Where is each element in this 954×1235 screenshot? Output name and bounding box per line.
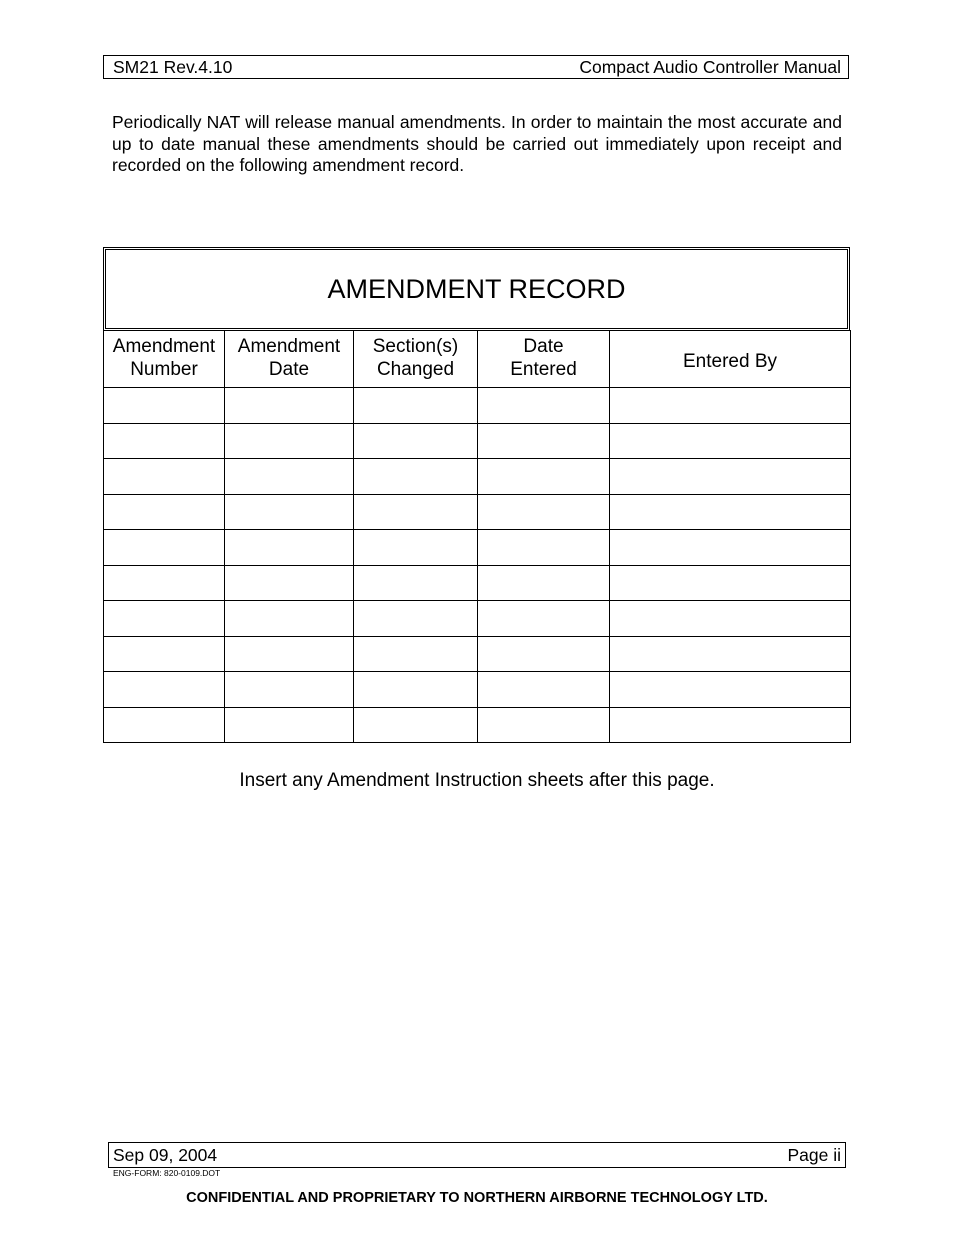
amendment-record bbox=[103, 247, 850, 743]
footer-date: Sep 09, 2004 bbox=[113, 1144, 218, 1165]
table-cell[interactable] bbox=[354, 388, 478, 424]
table-cell[interactable] bbox=[610, 636, 851, 672]
table-cell[interactable] bbox=[225, 672, 354, 708]
manual-title: Compact Audio Controller Manual bbox=[579, 56, 841, 77]
table-cell[interactable] bbox=[104, 494, 225, 530]
table-cell[interactable] bbox=[610, 459, 851, 495]
table-cell[interactable] bbox=[610, 494, 851, 530]
table-cell[interactable] bbox=[354, 494, 478, 530]
page-header bbox=[103, 55, 849, 79]
table-cell[interactable] bbox=[610, 707, 851, 743]
column-header-amendment-number: Amendment Number bbox=[104, 331, 225, 388]
table-cell[interactable] bbox=[104, 388, 225, 424]
amendment-table bbox=[103, 330, 851, 743]
table-cell[interactable] bbox=[225, 459, 354, 495]
table-cell[interactable] bbox=[354, 707, 478, 743]
confidential-notice: CONFIDENTIAL AND PROPRIETARY TO NORTHERN AIRBORNE TECHNOLOGY LTD. bbox=[186, 1190, 768, 1206]
table-cell[interactable] bbox=[354, 423, 478, 459]
table-cell[interactable] bbox=[610, 565, 851, 601]
table-cell[interactable] bbox=[610, 601, 851, 637]
table-row bbox=[104, 565, 851, 601]
table-cell[interactable] bbox=[225, 423, 354, 459]
table-cell[interactable] bbox=[478, 423, 610, 459]
table-cell[interactable] bbox=[478, 494, 610, 530]
page-number: Page ii bbox=[787, 1144, 841, 1165]
table-cell[interactable] bbox=[354, 565, 478, 601]
column-header-entered-by: Entered By bbox=[610, 331, 851, 388]
table-cell[interactable] bbox=[104, 601, 225, 637]
column-header-sections-changed: Section(s) Changed bbox=[354, 331, 478, 388]
table-row bbox=[104, 601, 851, 637]
document-id: SM21 Rev.4.10 bbox=[113, 56, 233, 77]
table-cell[interactable] bbox=[610, 388, 851, 424]
column-header-date-entered: Date Entered bbox=[478, 331, 610, 388]
table-row bbox=[104, 530, 851, 566]
table-cell[interactable] bbox=[478, 601, 610, 637]
table-cell[interactable] bbox=[354, 636, 478, 672]
table-cell[interactable] bbox=[354, 601, 478, 637]
amendment-record-title: AMENDMENT RECORD bbox=[103, 247, 850, 331]
table-cell[interactable] bbox=[104, 565, 225, 601]
table-cell[interactable] bbox=[354, 672, 478, 708]
page-footer bbox=[108, 1142, 846, 1168]
table-cell[interactable] bbox=[225, 636, 354, 672]
amendment-table-header bbox=[104, 331, 851, 388]
table-cell[interactable] bbox=[225, 388, 354, 424]
intro-paragraph: Periodically NAT will release manual amendments. In order to maintain the most accurate and up to date manual these amendments should be carried out immediately upon receipt and recorded on the following amendment record. bbox=[112, 112, 842, 175]
table-cell[interactable] bbox=[478, 636, 610, 672]
table-row bbox=[104, 388, 851, 424]
table-row bbox=[104, 494, 851, 530]
table-cell[interactable] bbox=[610, 672, 851, 708]
table-row bbox=[104, 459, 851, 495]
table-cell[interactable] bbox=[225, 530, 354, 566]
table-cell[interactable] bbox=[104, 459, 225, 495]
table-cell[interactable] bbox=[104, 636, 225, 672]
insert-instruction-note: Insert any Amendment Instruction sheets after this page. bbox=[239, 770, 715, 791]
form-code: ENG-FORM: 820-0109.DOT bbox=[113, 1168, 221, 1178]
table-cell[interactable] bbox=[104, 530, 225, 566]
table-cell[interactable] bbox=[225, 601, 354, 637]
table-row bbox=[104, 672, 851, 708]
table-cell[interactable] bbox=[104, 672, 225, 708]
table-cell[interactable] bbox=[354, 459, 478, 495]
table-row bbox=[104, 636, 851, 672]
table-cell[interactable] bbox=[478, 672, 610, 708]
table-cell[interactable] bbox=[225, 707, 354, 743]
table-cell[interactable] bbox=[610, 423, 851, 459]
table-cell[interactable] bbox=[478, 459, 610, 495]
table-cell[interactable] bbox=[478, 388, 610, 424]
table-cell[interactable] bbox=[104, 423, 225, 459]
amendment-table-body bbox=[104, 388, 851, 743]
table-cell[interactable] bbox=[104, 707, 225, 743]
table-cell[interactable] bbox=[225, 565, 354, 601]
table-row bbox=[104, 423, 851, 459]
column-header-amendment-date: Amendment Date bbox=[225, 331, 354, 388]
table-row bbox=[104, 707, 851, 743]
table-cell[interactable] bbox=[478, 530, 610, 566]
table-cell[interactable] bbox=[225, 494, 354, 530]
table-cell[interactable] bbox=[478, 707, 610, 743]
table-cell[interactable] bbox=[478, 565, 610, 601]
table-cell[interactable] bbox=[610, 530, 851, 566]
table-cell[interactable] bbox=[354, 530, 478, 566]
